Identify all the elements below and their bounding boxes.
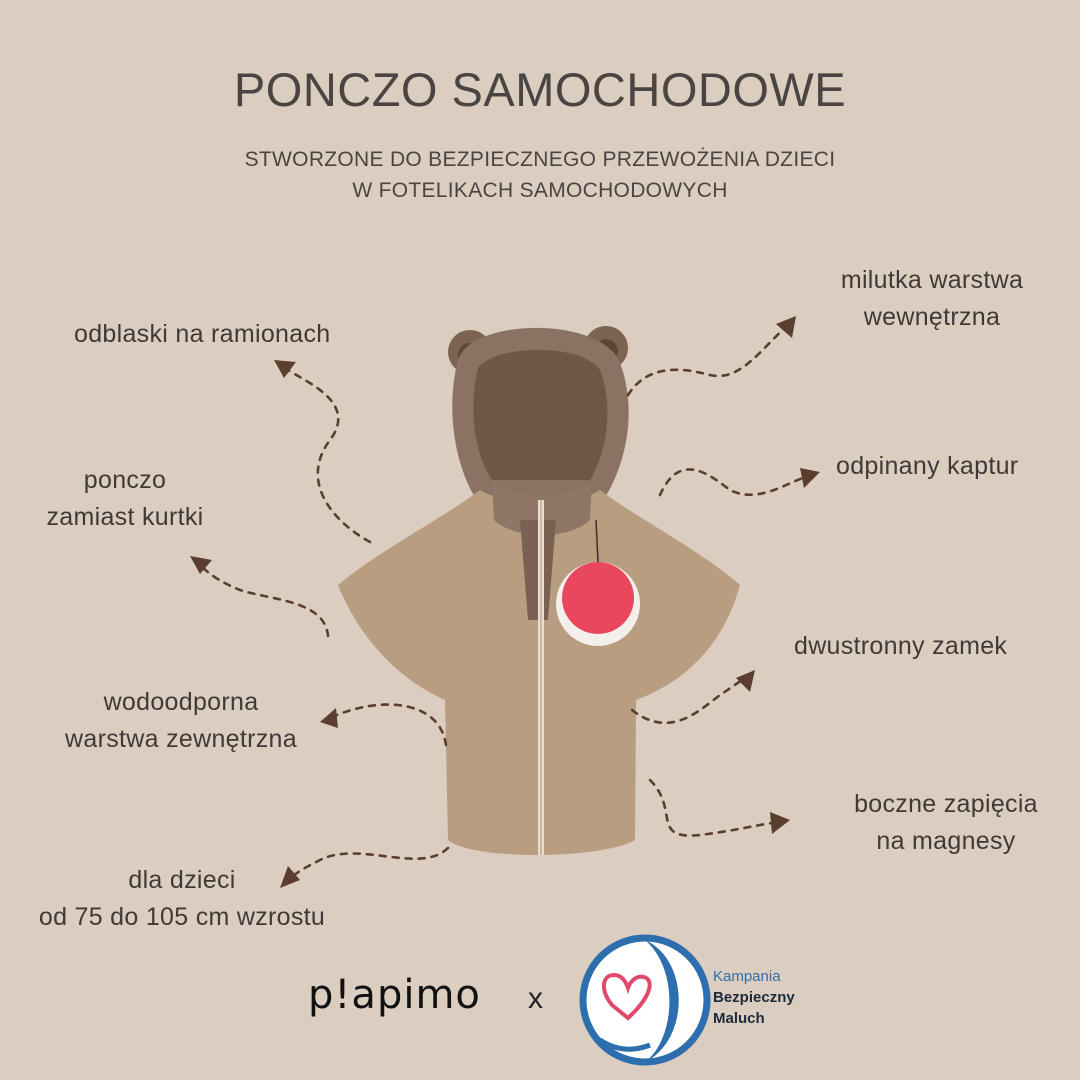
feature-magnets bbox=[828, 786, 1064, 860]
feature-waterproof-line-2: warstwa zewnętrzna bbox=[65, 725, 297, 753]
feature-waterproof bbox=[40, 684, 322, 758]
feature-waterproof-line-1: wodoodporna bbox=[103, 688, 259, 716]
feature-kids-height bbox=[14, 862, 350, 936]
campaign-name bbox=[713, 966, 795, 1029]
feature-poncho-line-2: zamiast kurtki bbox=[46, 503, 204, 531]
collab-separator: x bbox=[528, 982, 543, 1015]
feature-magnets-line-1: boczne zapięcia bbox=[854, 790, 1038, 818]
feature-hood: odpinany kaptur bbox=[836, 452, 1019, 480]
feature-kids-line-1: dla dzieci bbox=[128, 866, 236, 894]
feature-reflectors: odblaski na ramionach bbox=[74, 320, 331, 348]
feature-kids-line-2: od 75 do 105 cm wzrostu bbox=[38, 903, 326, 931]
feature-zipper: dwustronny zamek bbox=[794, 632, 1008, 660]
poncho-icon bbox=[338, 326, 740, 855]
page-title: PONCZO SAMOCHODOWE bbox=[233, 63, 847, 116]
heart-logo-icon bbox=[583, 938, 707, 1062]
campaign-line-3: Maluch bbox=[713, 1010, 765, 1027]
subtitle-line-2: W FOTELIKACH SAMOCHODOWYCH bbox=[352, 179, 728, 202]
feature-magnets-line-2: na magnesy bbox=[876, 827, 1016, 855]
feature-poncho bbox=[30, 462, 220, 536]
feature-poncho-line-1: ponczo bbox=[83, 466, 167, 494]
feature-soft-line-2: wewnętrzna bbox=[863, 303, 1001, 331]
brand-logo: p!apimo bbox=[308, 972, 481, 1018]
subtitle-line-1: STWORZONE DO BEZPIECZNEGO PRZEWOŻENIA DZIECI bbox=[244, 148, 836, 171]
campaign-line-1: Kampania bbox=[713, 968, 781, 985]
feature-soft-layer bbox=[812, 262, 1052, 336]
feature-soft-line-1: milutka warstwa bbox=[840, 266, 1024, 294]
campaign-line-2: Bezpieczny bbox=[713, 989, 795, 1006]
